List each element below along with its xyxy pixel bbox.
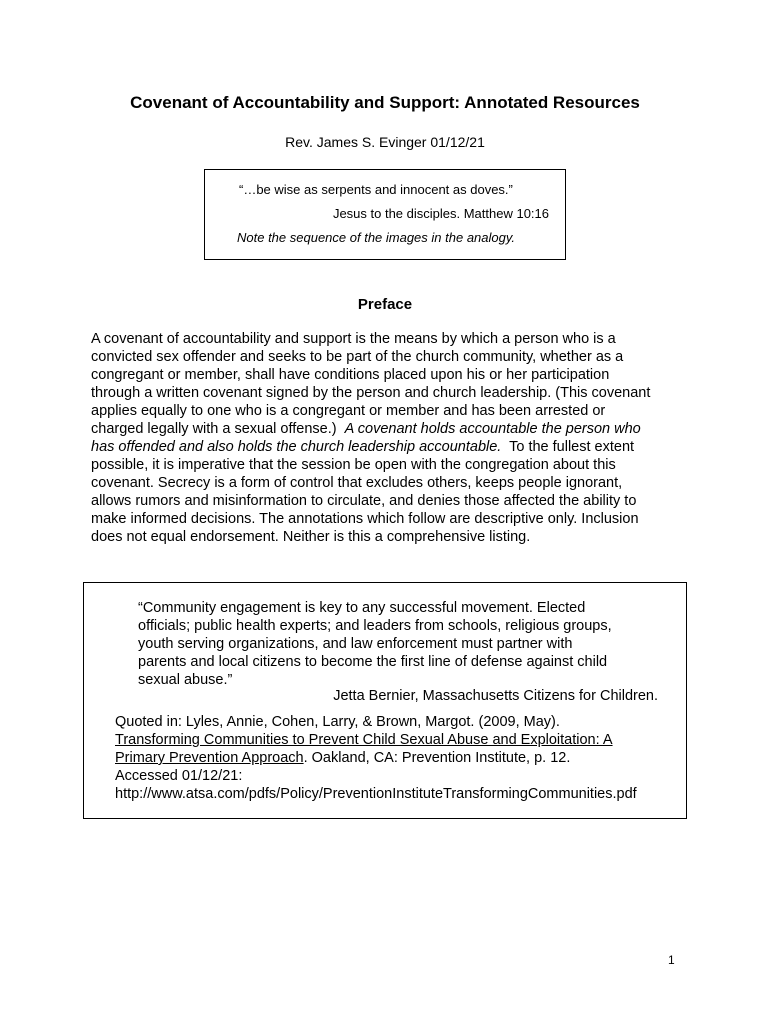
preface-emphasis: has offended and also holds the church leadership accountable.	[91, 439, 502, 455]
preface-line: does not equal endorsement. Neither is this a comprehensive listing.	[91, 529, 531, 545]
preface-paragraph	[91, 330, 681, 546]
callout-attribution: Jetta Bernier, Massachusetts Citizens for Children.	[333, 688, 658, 704]
citation-title: Primary Prevention Approach	[115, 750, 304, 766]
preface-text: charged legally with a sexual offense.)	[91, 421, 345, 437]
preface-text: To the fullest extent	[501, 439, 635, 455]
page-title: Covenant of Accountability and Support: Annotated Resources	[130, 93, 640, 112]
preface-line: congregant or member, shall have conditions placed upon his or her participation	[91, 367, 610, 383]
preface-line: through a written covenant signed by the person and church leadership. (This covenant	[91, 385, 651, 401]
citation-url: http://www.atsa.com/pdfs/Policy/PreventionInstituteTransformingCommunities.pdf	[115, 786, 637, 802]
callout-quote-line: officials; public health experts; and leaders from schools, religious groups,	[138, 618, 612, 634]
callout-quote-line: parents and local citizens to become the first line of defense against child	[138, 654, 608, 670]
author-date-byline: Rev. James S. Evinger 01/12/21	[285, 134, 485, 150]
preface-line: covenant. Secrecy is a form of control that excludes others, keeps people ignorant,	[91, 475, 623, 491]
page-number: 1	[668, 953, 675, 967]
preface-line	[91, 438, 681, 456]
preface-line: convicted sex offender and seeks to be part of the church community, whether as a	[91, 349, 624, 365]
epigraph-quote: “…be wise as serpents and innocent as doves.”	[239, 182, 513, 197]
callout-quote-line: youth serving organizations, and law enforcement must partner with	[138, 636, 573, 652]
preface-line: applies equally to one who is a congregant or member and has been arrested or	[91, 403, 606, 419]
preface-line: possible, it is imperative that the session be open with the congregation about this	[91, 457, 616, 473]
callout-quote-line: “Community engagement is key to any successful movement. Elected	[138, 600, 586, 616]
callout-quote-line: sexual abuse.”	[138, 672, 233, 688]
citation-line	[115, 749, 637, 767]
preface-emphasis: A covenant holds accountable the person who	[344, 421, 641, 437]
preface-line: allows rumors and misinformation to circulate, and denies those affected the ability to	[91, 493, 637, 509]
citation-publisher: . Oakland, CA: Prevention Institute, p. 12.	[303, 750, 571, 766]
epigraph-attribution: Jesus to the disciples. Matthew 10:16	[332, 206, 549, 221]
preface-line: A covenant of accountability and support is the means by which a person who is a	[91, 331, 616, 347]
quotation-callout-box	[83, 582, 687, 819]
epigraph-box	[204, 169, 566, 260]
preface-heading: Preface	[357, 296, 413, 313]
preface-line	[91, 420, 681, 438]
citation-title: Transforming Communities to Prevent Child Sexual Abuse and Exploitation: A	[115, 732, 613, 748]
citation-line: Accessed 01/12/21:	[115, 768, 243, 784]
callout-quote	[138, 599, 612, 689]
citation-line	[115, 731, 637, 749]
epigraph-note: Note the sequence of the images in the analogy.	[237, 230, 516, 245]
citation-line: Quoted in: Lyles, Annie, Cohen, Larry, & Brown, Margot. (2009, May).	[115, 714, 560, 730]
preface-line: make informed decisions. The annotations which follow are descriptive only. Inclusion	[91, 511, 639, 527]
callout-citation	[115, 713, 637, 803]
